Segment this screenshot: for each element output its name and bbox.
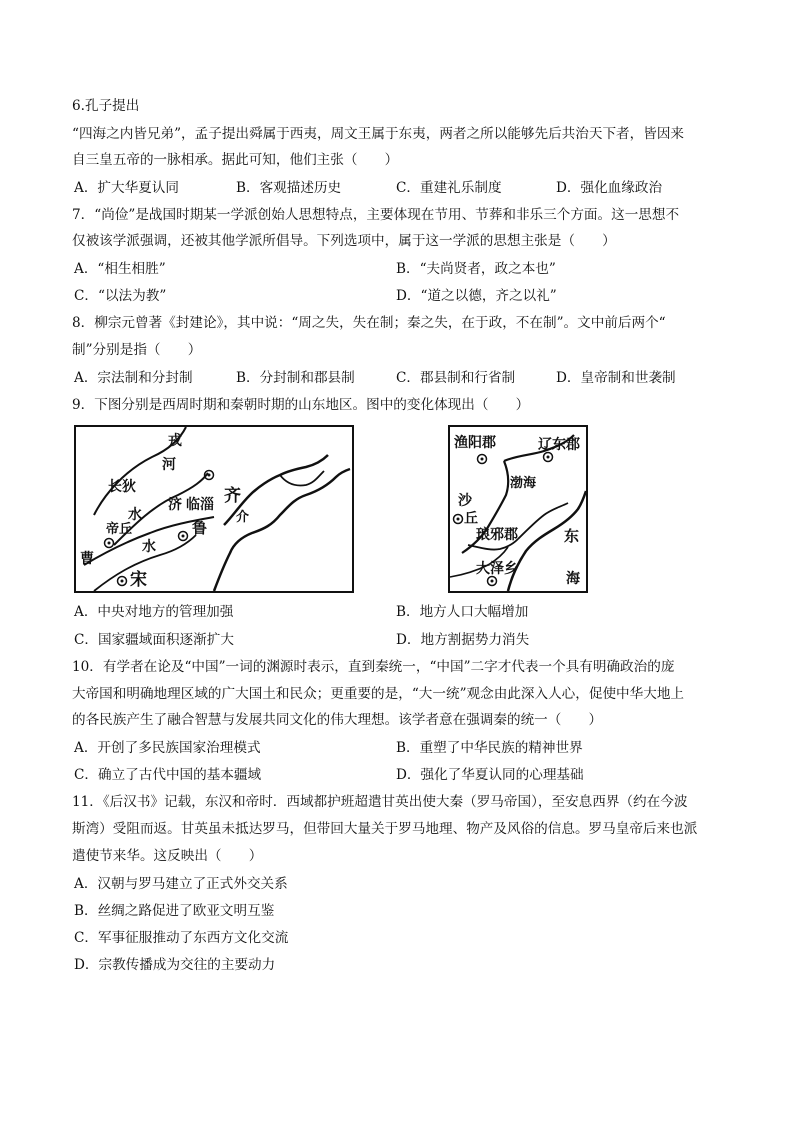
- map1-label-qi: 齐: [224, 486, 241, 506]
- q10-option-d[interactable]: D．强化了华夏认同的心理基础: [396, 767, 584, 783]
- q8-option-b[interactable]: B．分封制和郡县制: [236, 370, 355, 386]
- q7-option-a[interactable]: A．“相生相胜”: [74, 261, 166, 277]
- map1-label-shui-1: 水: [128, 507, 142, 523]
- q11-option-a[interactable]: A．汉朝与罗马建立了正式外交关系: [74, 876, 288, 892]
- map1-label-rong: 戎: [168, 433, 182, 449]
- map1-label-diqiu: 帝丘: [106, 522, 133, 537]
- q6-option-a[interactable]: A．扩大华夏认同: [74, 180, 179, 196]
- map2-label-dong: 东: [564, 527, 580, 545]
- q10-stem-line3: 的各民族产生了融合智慧与发展共同文化的伟大理想。该学者意在强调秦的统一（ ）: [72, 712, 603, 728]
- map2-label-liaodong: 辽东郡: [538, 437, 580, 453]
- q8-stem-line2: 制”分别是指（ ）: [72, 342, 202, 358]
- q10-option-c[interactable]: C．确立了古代中国的基本疆域: [74, 767, 262, 783]
- q7-option-b[interactable]: B．“夫尚贤者，政之本也”: [396, 261, 556, 277]
- q6-option-d[interactable]: D．强化血缘政治: [556, 180, 663, 196]
- map1-label-cao: 曹: [80, 551, 94, 567]
- q11-stem-line3: 遣使节来华。这反映出（ ）: [72, 848, 263, 864]
- q10-stem-line1: 10．有学者在论及“中国”一词的渊源时表示，直到秦统一，“中国”二字才代表一个具有明确政治的庞: [72, 659, 675, 675]
- q8-stem-line1: 8．柳宗元曾著《封建论》，其中说：“周之失，失在制；秦之失，在于政，不在制”。文中前后两个“: [72, 315, 666, 331]
- map2-label-dazexiang: 大泽乡: [476, 561, 518, 577]
- q9-option-c[interactable]: C．国家疆域面积逐渐扩大: [74, 632, 234, 648]
- q7-stem-line1: 7．“尚俭”是战国时期某一学派创始人思想特点，主要体现在节用、节葬和非乐三个方面。这一思想不: [72, 207, 680, 223]
- q6-title: 6.孔子提出: [72, 98, 140, 114]
- q9-option-a[interactable]: A．中央对地方的管理加强: [74, 604, 234, 620]
- q11-option-b[interactable]: B．丝绸之路促进了欧亚文明互鉴: [74, 903, 275, 919]
- map2-label-qiu: 丘: [464, 511, 478, 527]
- q11-option-d[interactable]: D．宗教传播成为交往的主要动力: [74, 957, 276, 973]
- map1-label-ji: 济: [168, 497, 182, 513]
- q9-option-d[interactable]: D．地方割据势力消失: [396, 632, 530, 648]
- q10-stem-line2: 大帝国和明确地理区域的广大国土和民众；更重要的是，“大一统”观念由此深入人心，促使中华大地上: [72, 686, 685, 702]
- q11-stem-line1: 11．《后汉书》记载，东汉和帝时．西域都护班超遣甘英出使大秦（罗马帝国），至安息西界（约在今波: [72, 794, 688, 810]
- q6-option-c[interactable]: C．重建礼乐制度: [396, 180, 502, 196]
- q8-option-d[interactable]: D．皇帝制和世袭制: [556, 370, 676, 386]
- map1-label-linzi: 临淄: [186, 497, 214, 513]
- q7-stem-line2: 仅被该学派强调，还被其他学派所倡导。下列选项中，属于这一学派的思想主张是（ ）: [72, 233, 616, 249]
- q8-option-a[interactable]: A．宗法制和分封制: [74, 370, 193, 386]
- q10-option-b[interactable]: B．重塑了中华民族的精神世界: [396, 740, 583, 756]
- q11-stem-line2: 斯湾）受阻而返。甘英虽未抵达罗马，但带回大量关于罗马地理、物产及风俗的信息。罗马皇帝后来也派: [72, 821, 698, 837]
- map1-label-changdi: 长狄: [108, 479, 136, 495]
- map1-label-song: 宋: [130, 570, 147, 590]
- q7-option-c[interactable]: C．“以法为教”: [74, 288, 167, 304]
- map2-label-langya: 琅邪郡: [476, 527, 518, 543]
- western-zhou-map: [74, 425, 354, 593]
- q6-stem-line1: “四海之内皆兄弟”，孟子提出舜属于西夷，周文王属于东夷，两者之所以能够先后共治天下者，皆因来: [72, 126, 685, 142]
- map1-label-he: 河: [162, 457, 176, 473]
- q9-stem-line1: 9．下图分别是西周时期和秦朝时期的山东地区。图中的变化体现出（ ）: [72, 397, 530, 413]
- q9-option-b[interactable]: B．地方人口大幅增加: [396, 604, 529, 620]
- map2-label-sha: 沙: [458, 493, 472, 509]
- q8-option-c[interactable]: C．郡县制和行省制: [396, 370, 516, 386]
- q11-option-c[interactable]: C．军事征服推动了东西方文化交流: [74, 930, 289, 946]
- map2-label-hai: 海: [566, 571, 580, 587]
- map1-label-lu: 鲁: [192, 519, 208, 537]
- q10-option-a[interactable]: A．开创了多民族国家治理模式: [74, 740, 261, 756]
- map2-label-yuyang: 渔阳郡: [454, 435, 496, 451]
- map2-label-bohai: 渤海: [510, 476, 537, 491]
- qin-dynasty-map: [448, 425, 588, 593]
- q6-stem-line2: 自三皇五帝的一脉相承。据此可知，他们主张（ ）: [72, 152, 399, 168]
- q6-option-b[interactable]: B．客观描述历史: [236, 180, 342, 196]
- map1-label-shui-2: 水: [142, 539, 156, 555]
- map1-label-jie: 介: [236, 510, 250, 525]
- q7-option-d[interactable]: D．“道之以德，齐之以礼”: [396, 288, 557, 304]
